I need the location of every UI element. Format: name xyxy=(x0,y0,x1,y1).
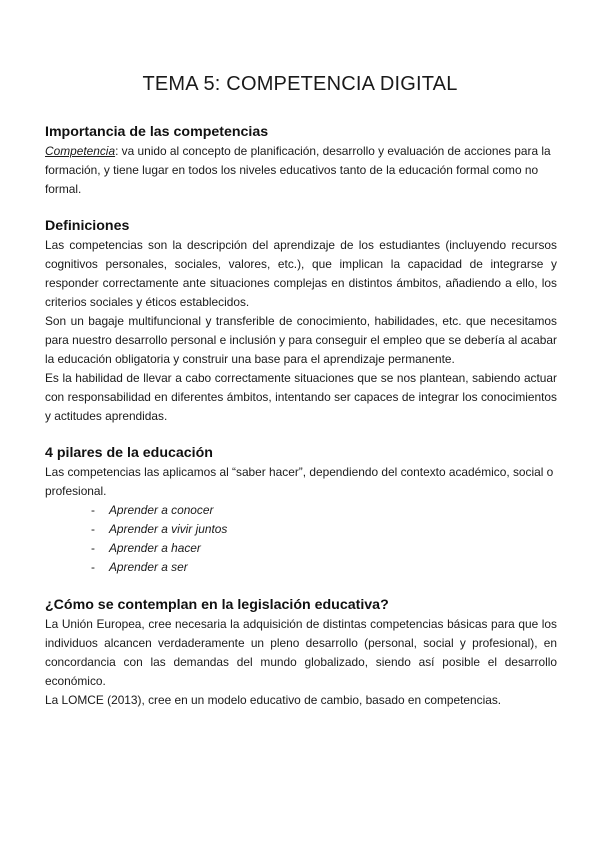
section-paragraph: La LOMCE (2013), cree en un modelo educativo de cambio, basado en competencias. xyxy=(45,693,502,707)
list-item xyxy=(91,558,557,577)
bullet-dash: - xyxy=(91,541,95,555)
section-heading: Importancia de las competencias xyxy=(45,124,269,140)
section-definiciones xyxy=(45,216,557,426)
section-legislacion xyxy=(45,595,557,710)
document-body xyxy=(45,122,557,727)
section-heading: ¿Cómo se contemplan en la legislación educativa? xyxy=(45,597,389,613)
pillars-list xyxy=(45,501,557,577)
list-item-text: Aprender a conocer xyxy=(109,503,214,517)
section-paragraph: Las competencias las aplicamos al “saber hacer”, dependiendo del contexto académico, social o profesional. xyxy=(45,465,554,498)
bullet-dash: - xyxy=(91,522,95,536)
term-competencia: Competencia xyxy=(45,144,116,158)
list-item-text: Aprender a ser xyxy=(109,560,188,574)
section-paragraph: Son un bagaje multifuncional y transferible de conocimiento, habilidades, etc. que necesitamos para nuestro desarrollo personal e inclusión y para conseguir el empleo que se debería al acabar la educación obligatoria y construir una base para el aprendizaje permanente. xyxy=(45,314,557,366)
bullet-dash: - xyxy=(91,560,95,574)
bullet-dash: - xyxy=(91,503,95,517)
section-heading: Definiciones xyxy=(45,218,130,234)
term-definition: : va unido al concepto de planificación, desarrollo y evaluación de acciones para la formación, y tiene lugar en todos los niveles educativos tanto de la educación formal como no formal. xyxy=(45,144,551,196)
list-item xyxy=(91,539,557,558)
section-heading: 4 pilares de la educación xyxy=(45,445,213,461)
list-item-text: Aprender a vivir juntos xyxy=(109,522,228,536)
list-item-text: Aprender a hacer xyxy=(109,541,201,555)
section-pilares xyxy=(45,443,557,577)
section-paragraph xyxy=(45,142,557,199)
section-importancia xyxy=(45,122,557,199)
list-item xyxy=(91,501,557,520)
section-paragraph: Es la habilidad de llevar a cabo correctamente situaciones que se nos plantean, sabiendo actuar con responsabilidad en diferentes ámbitos, intentando ser capaces de integrar los conocimientos y actitudes aprendidas. xyxy=(45,371,557,423)
document-title: TEMA 5: COMPETENCIA DIGITAL xyxy=(142,73,458,95)
section-paragraph: La Unión Europea, cree necesaria la adquisición de distintas competencias básicas para que los individuos alcancen verdaderamente un pleno desarrollo (personal, social y profesional), en concordancia con las demandas del mundo globalizado, siendo así posible el desarrollo económico. xyxy=(45,617,557,688)
list-item xyxy=(91,520,557,539)
section-paragraph: Las competencias son la descripción del aprendizaje de los estudiantes (incluyendo recursos cognitivos personales, sociales, valores, etc.), que implican la capacidad de integrarse y responder correctamente ante situaciones complejas en distintos ámbitos, añadiendo a ello, los criterios sociales y éticos establecidos. xyxy=(45,238,557,309)
